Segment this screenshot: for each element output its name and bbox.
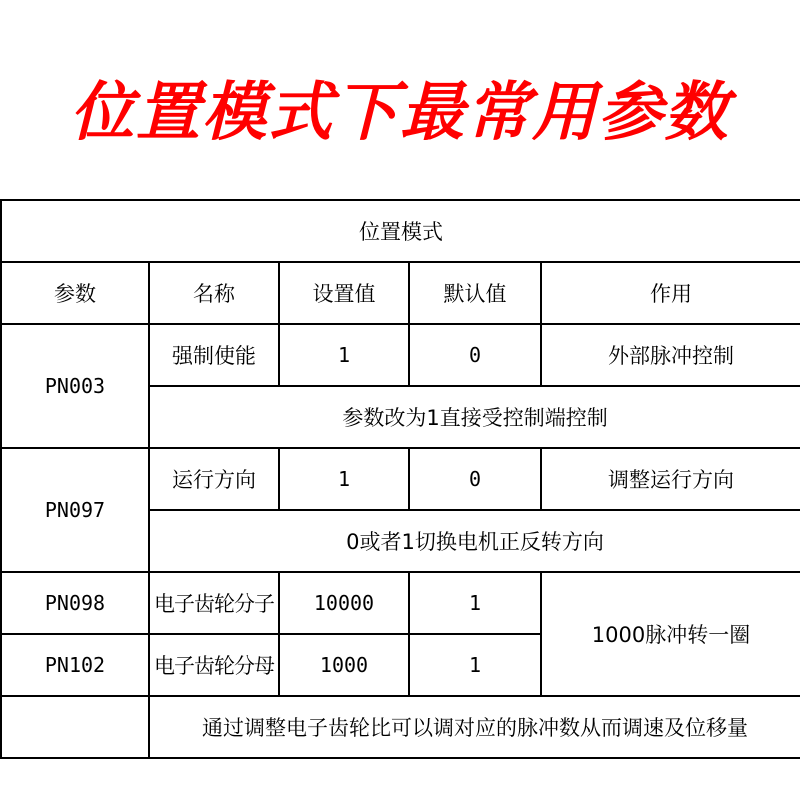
- table-section-row: [1, 200, 800, 262]
- set-value: 10000: [279, 572, 409, 634]
- param-note: 0或者1切换电机正反转方向: [149, 510, 800, 572]
- param-code-pn098: PN098: [1, 572, 149, 634]
- default-value: 1: [409, 634, 541, 696]
- table-row: [1, 448, 800, 510]
- table-row: [1, 572, 800, 634]
- table-note-row: [1, 696, 800, 758]
- param-code-pn102: PN102: [1, 634, 149, 696]
- set-value: 1: [279, 324, 409, 386]
- parameter-table: [0, 199, 800, 759]
- default-value: 0: [409, 448, 541, 510]
- table-header-row: [1, 262, 800, 324]
- param-name: 运行方向: [149, 448, 279, 510]
- section-header: 位置模式: [1, 200, 800, 262]
- column-header-param: 参数: [1, 262, 149, 324]
- empty-cell: [1, 696, 149, 758]
- column-header-effect: 作用: [541, 262, 800, 324]
- column-header-set-value: 设置值: [279, 262, 409, 324]
- set-value: 1: [279, 448, 409, 510]
- param-code-pn003: PN003: [1, 324, 149, 448]
- effect: 外部脉冲控制: [541, 324, 800, 386]
- set-value: 1000: [279, 634, 409, 696]
- page-title: 位置模式下最常用参数: [70, 76, 730, 150]
- column-header-name: 名称: [149, 262, 279, 324]
- gear-note: 通过调整电子齿轮比可以调对应的脉冲数从而调速及位移量: [149, 696, 800, 758]
- effect: 调整运行方向: [541, 448, 800, 510]
- param-name: 电子齿轮分子: [149, 572, 279, 634]
- param-note: 参数改为1直接受控制端控制: [149, 386, 800, 448]
- default-value: 0: [409, 324, 541, 386]
- param-name: 强制使能: [149, 324, 279, 386]
- column-header-default-value: 默认值: [409, 262, 541, 324]
- param-name: 电子齿轮分母: [149, 634, 279, 696]
- gear-effect: 1000脉冲转一圈: [541, 572, 800, 696]
- table-row: [1, 324, 800, 386]
- param-code-pn097: PN097: [1, 448, 149, 572]
- default-value: 1: [409, 572, 541, 634]
